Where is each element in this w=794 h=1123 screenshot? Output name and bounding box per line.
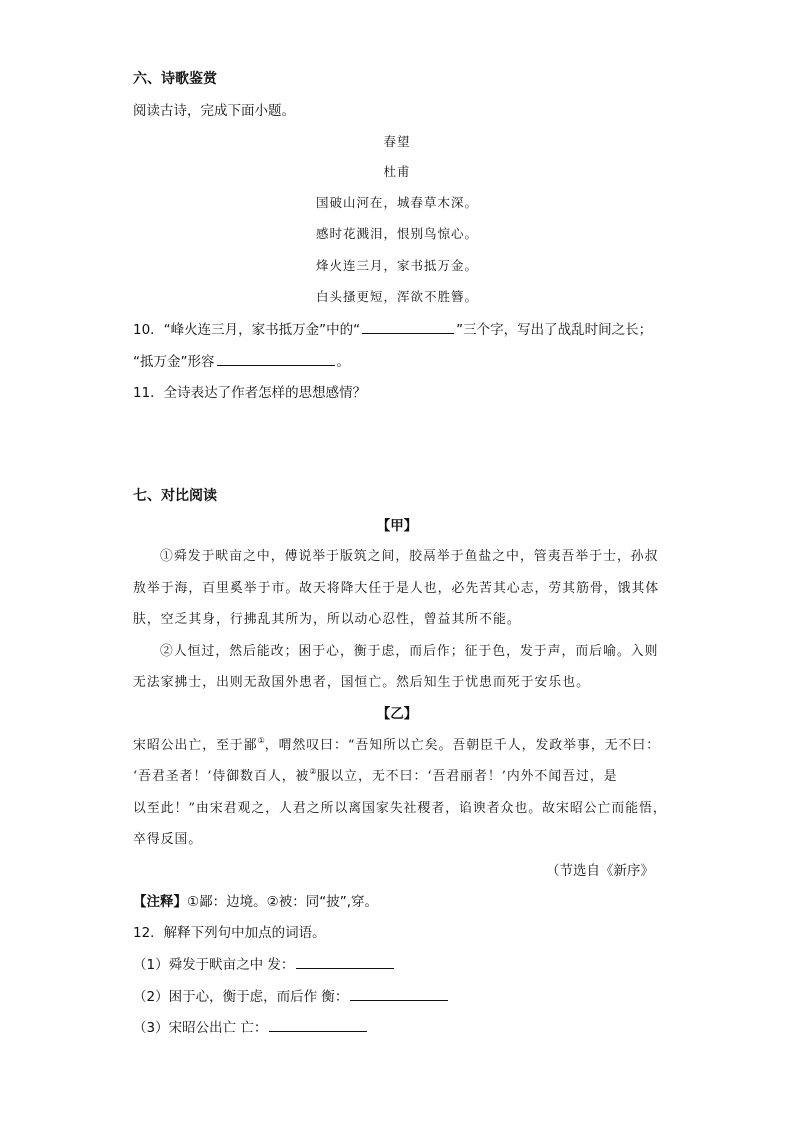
poem-author: 杜甫 [383,164,411,179]
question-12-item-text: （2）困于心，衡于虑，而后作 衡： [133,989,349,1005]
passage-yi-line [133,765,618,784]
question-10-text: 。 [336,354,350,370]
passage-yi-text: ‘吾君圣者！’侍御数百人，被 [133,769,310,784]
section-6-instruction: 阅读古诗，完成下面小题。 [133,103,295,119]
passage-yi-text: 宋昭公出亡，至于鄙 [133,738,258,753]
question-12-item [133,985,450,1005]
passage-yi-label: 【乙】 [376,706,418,722]
passage-yi-line: 卒得反国。 [133,832,203,847]
question-10-text: “抵万金”形容 [133,354,215,370]
section-7-title: 七、对比阅读 [133,488,217,504]
notes-label: 【注释】 [133,894,187,910]
footnote-marker: ② [309,767,317,776]
question-12-item-text: （3）宋昭公出亡 亡： [133,1020,268,1036]
passage-jia-label: 【甲】 [376,518,418,534]
answer-blank[interactable] [217,353,335,366]
poem-line: 国破山河在，城春草木深。 [315,195,478,210]
passage-yi-text: ，喟然叹曰：“吾知所以亡矣。吾朝臣千人，发政举事，无不曰： [264,738,661,753]
passage-jia-line: ①舜发于畎亩之中，傅说举于版筑之间，胶鬲举于鱼盐之中，管夷吾举于士，孙叔 [160,549,659,564]
question-11: 11．全诗表达了作者怎样的思想感情？ [133,385,367,401]
answer-blank[interactable] [269,1019,367,1032]
poem-line: 白头搔更短，浑欲不胜簪。 [315,289,478,304]
answer-blank[interactable] [296,956,394,969]
passage-jia-line: 敖举于海，百里奚举于市。故天将降大任于是人也，必先苦其心志，劳其筋骨，饿其体 [133,581,660,596]
passage-jia-line: 肤，空乏其身，行拂乱其所为，所以动心忍性，曾益其所不能。 [133,612,521,627]
question-10 [133,318,652,338]
passage-jia-line: ②人恒过，然后能改；困于心，衡于虑，而后作；征于色，发于声，而后喻。入则 [160,644,659,659]
poem-line: 烽火连三月，家书抵万金。 [315,258,478,273]
passage-yi-text: 服以立，无不曰：‘吾君丽者！’内外不闻吾过，是 [316,769,618,784]
question-12: 12．解释下列句中加点的词语。 [133,925,326,941]
question-10-cont [133,350,350,370]
question-10-text: 10．“峰火连三月，家书抵万金”中的“ [133,322,361,338]
notes-text: ①鄙：边境。②被：同“披”,穿。 [187,894,378,910]
passage-jia-line: 无法家拂士，出则无敌国外患者，国恒亡。然后知生于忧患而死于安乐也。 [133,675,590,690]
passage-yi-line [133,734,660,753]
question-10-text: ”三个字，写出了战乱时间之长； [456,322,653,338]
poem-title: 春望 [383,134,411,149]
section-6-title: 六、诗歌鉴赏 [133,71,217,87]
answer-blank[interactable] [350,988,448,1001]
source-citation: （节选自《新序》 [546,863,654,879]
poem-line: 感时花溅泪，恨别鸟惊心。 [315,226,478,241]
footnote-marker: ① [257,736,265,745]
passage-yi-line: 以至此！”由宋君观之，人君之所以离国家失社稷者，谄谀者众也。故宋昭公亡而能悟， [133,801,667,816]
question-12-item [133,953,396,973]
answer-blank[interactable] [362,321,454,334]
notes [133,890,378,910]
question-12-item [133,1016,369,1036]
question-12-item-text: （1）舜发于畎亩之中 发： [133,957,295,973]
